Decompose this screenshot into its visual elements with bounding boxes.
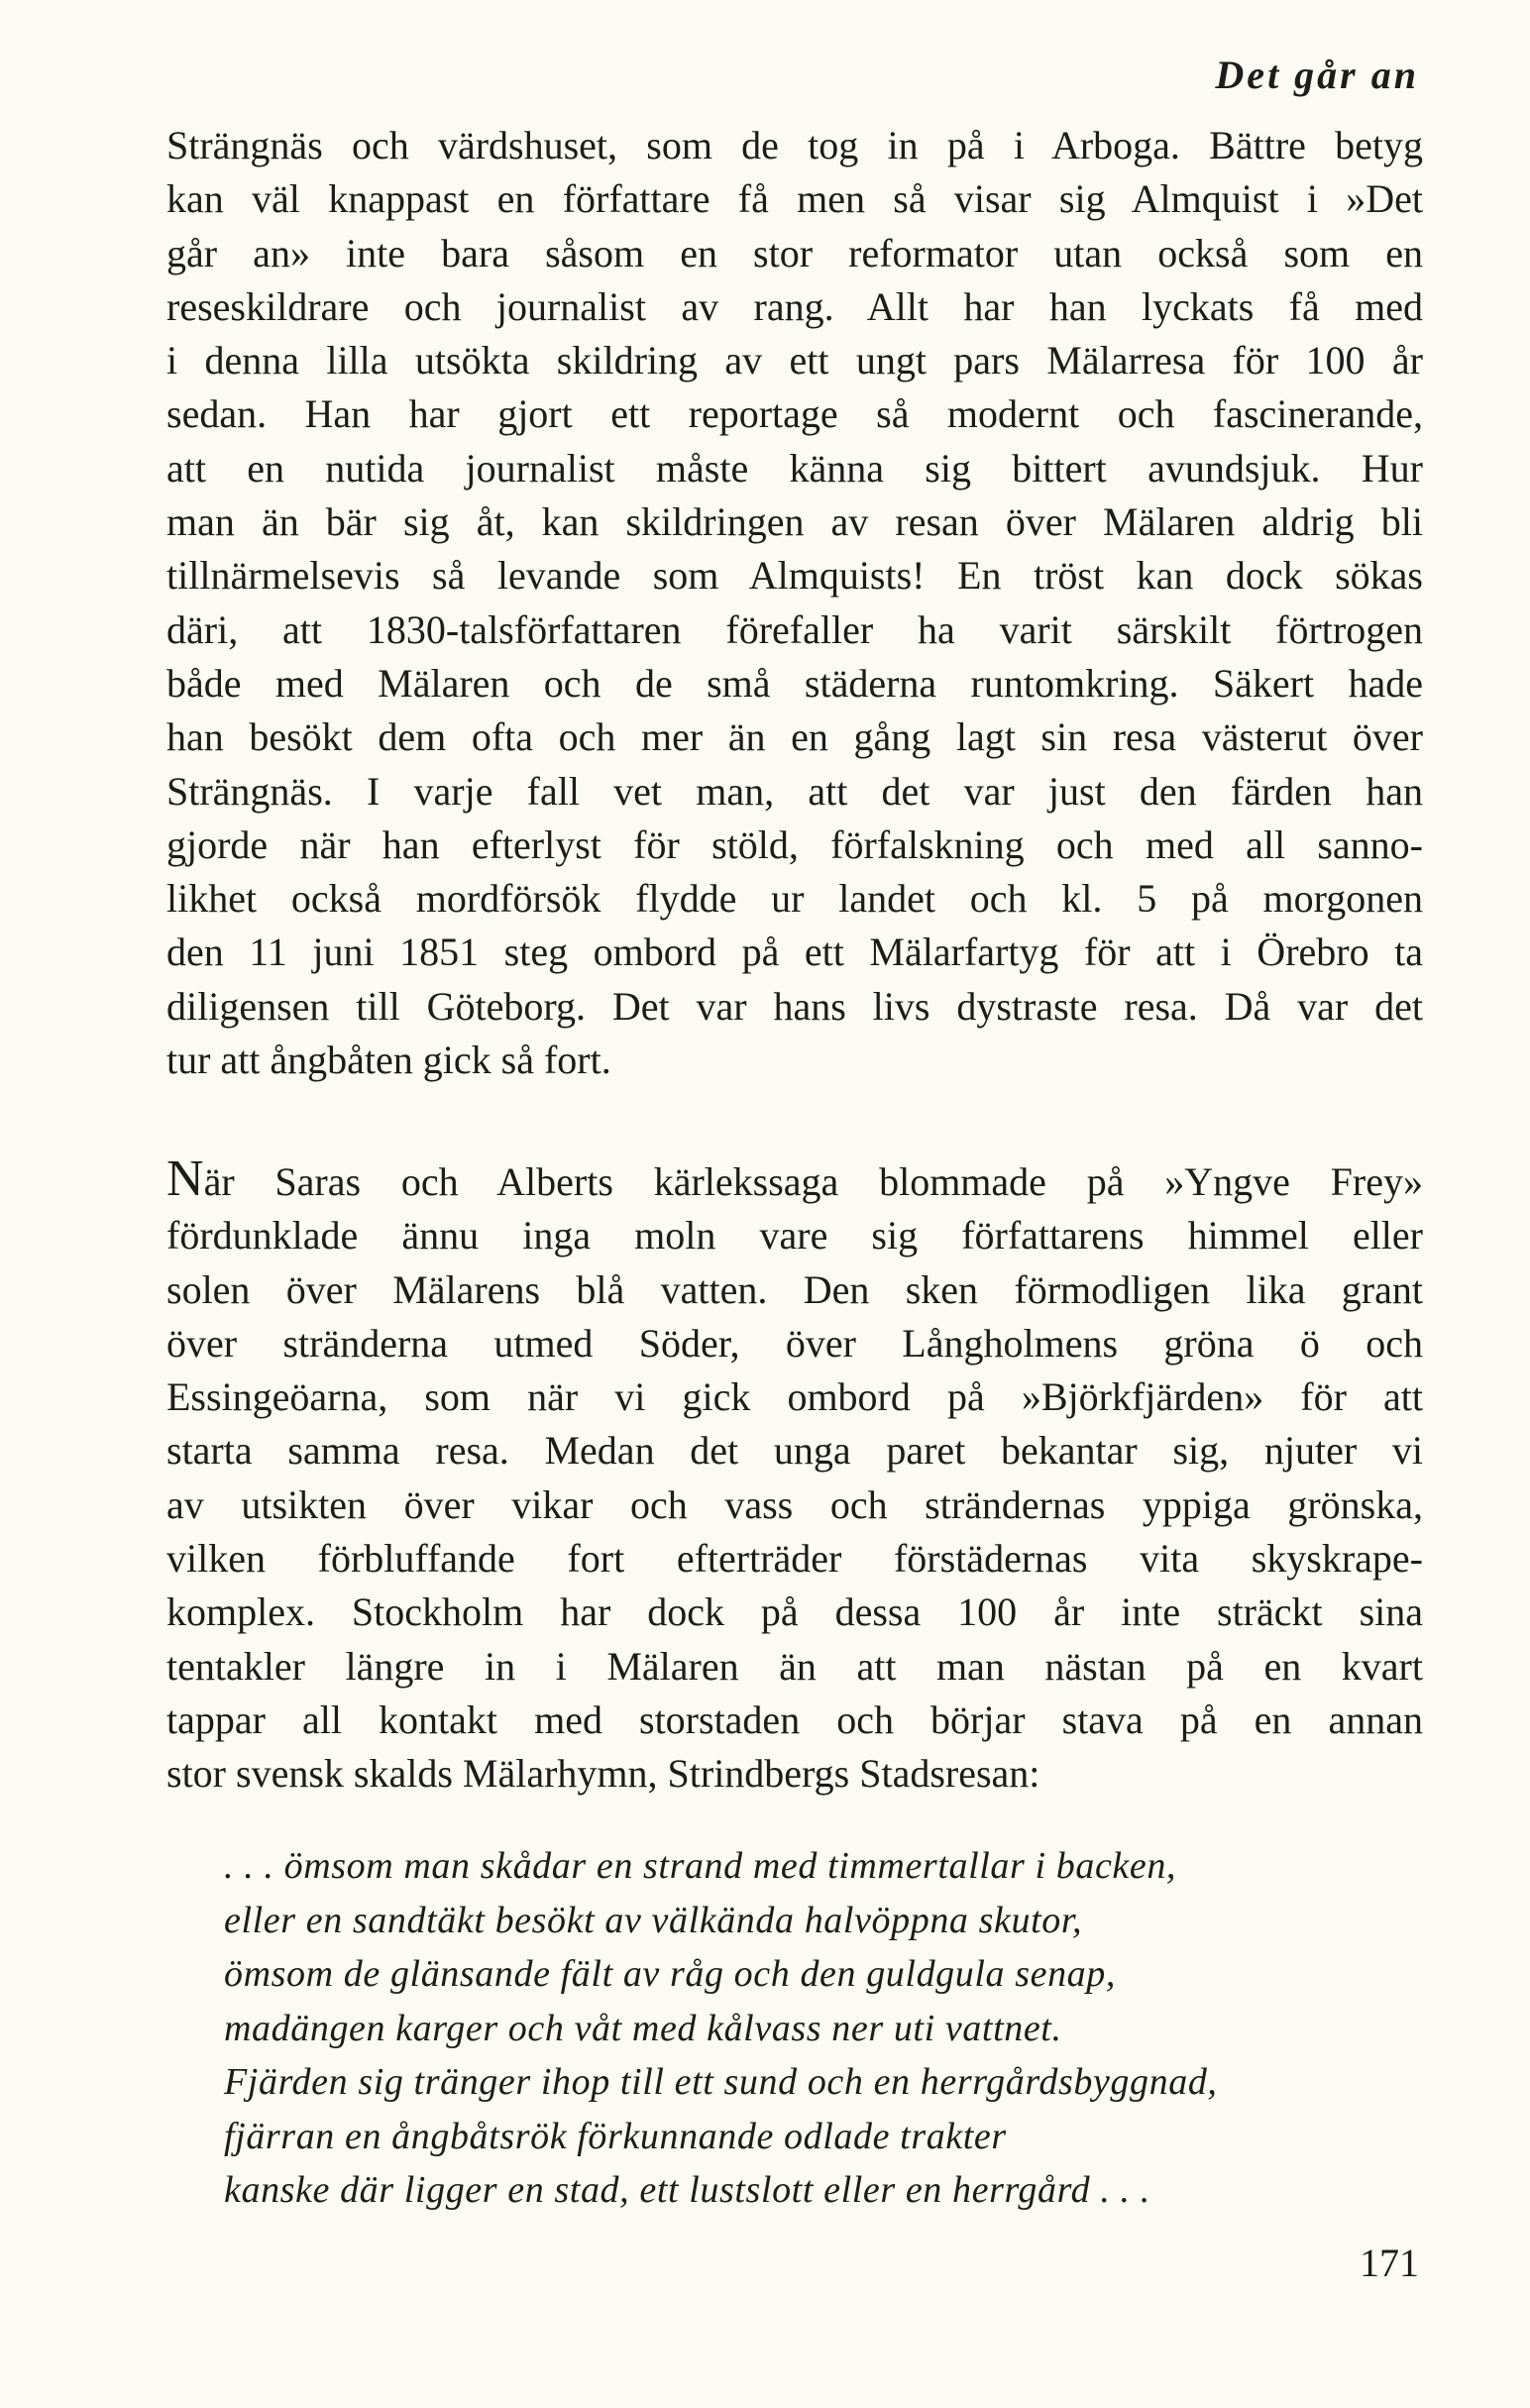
text-line: Essingeöarna, som när vi gick ombord på »Björkfjärden» för att: [166, 1374, 1423, 1420]
text-line: stor svensk skalds Mälarhymn, Strindbergs Stadsresan:: [166, 1751, 1040, 1797]
text-line: däri, att 1830-talsförfattaren förefaller ha varit särskilt förtrogen: [166, 606, 1423, 652]
text-line: tentakler längre in i Mälaren än att man nästan på en kvart: [166, 1643, 1423, 1689]
text-line: går an» inte bara såsom en stor reformator utan också som en: [166, 230, 1423, 275]
paragraph-2: [166, 1150, 1423, 1802]
text-line: av utsikten över vikar och vass och strändernas yppiga grönska,: [166, 1481, 1423, 1527]
poem-quote: [224, 1839, 1413, 2218]
text-line: sedan. Han har gjort ett reportage så modernt och fascinerande,: [166, 391, 1423, 437]
text-line: kan väl knappast en författare få men så visar sig Almquist i »Det: [166, 176, 1423, 222]
text-line: han besökt dem ofta och mer än en gång lagt sin resa västerut över: [166, 714, 1423, 760]
text-line: över stränderna utmed Söder, över Långholmens gröna ö och: [166, 1320, 1423, 1366]
text-line: komplex. Stockholm har dock på dessa 100 år inte sträckt sina: [166, 1589, 1423, 1635]
text-line: vilken förbluffande fort efterträder förstädernas vita skyskrape-: [166, 1536, 1423, 1582]
text-line: fördunklade ännu inga moln vare sig författarens himmel eller: [166, 1213, 1423, 1259]
text-line: både med Mälaren och de små städerna runtomkring. Säkert hade: [166, 660, 1423, 706]
verse-line: eller en sandtäkt besökt av välkända halvöppna skutor,: [224, 1899, 1083, 1941]
paragraph-1: [166, 119, 1423, 1087]
text-line: starta samma resa. Medan det unga paret bekantar sig, njuter vi: [166, 1428, 1423, 1474]
text-line: gjorde när han efterlyst för stöld, förfalskning och med all sanno-: [166, 821, 1423, 867]
text-line: man än bär sig åt, kan skildringen av resan över Mälaren aldrig bli: [166, 499, 1423, 545]
text-line: den 11 juni 1851 steg ombord på ett Mälarfartyg för att i Örebro ta: [166, 930, 1423, 975]
text-line: Strängnäs. I varje fall vet man, att det var just den färden han: [166, 768, 1423, 814]
verse-line: fjärran en ångbåtsrök förkunnande odlade trakter: [224, 2115, 1007, 2157]
text-line: likhet också mordförsök flydde ur landet och kl. 5 på morgonen: [166, 876, 1423, 922]
verse-line: madängen karger och våt med kålvass ner uti vattnet.: [224, 2007, 1062, 2049]
initial-letter: N: [166, 1150, 204, 1207]
text-line: att en nutida journalist måste känna sig bittert avundsjuk. Hur: [166, 445, 1423, 491]
verse-line: ömsom de glänsande fält av råg och den guldgula senap,: [224, 1953, 1116, 1995]
text-line: solen över Mälarens blå vatten. Den sken förmodligen lika grant: [166, 1266, 1423, 1312]
first-line-text: är Saras och Alberts kärlekssaga blommade på »Yngve Frey»: [203, 1159, 1423, 1204]
page-number: 171: [1360, 2241, 1419, 2285]
text-line: tappar all kontakt med storstaden och börjar stava på en annan: [166, 1697, 1423, 1742]
text-line: tillnärmelsevis så levande som Almquists! En tröst kan dock sökas: [166, 553, 1423, 599]
text-line: Strängnäs och värdshuset, som de tog in på i Arboga. Bättre betyg: [166, 123, 1423, 167]
text-line: i denna lilla utsökta skildring av ett ungt pars Mälarresa för 100 år: [166, 338, 1423, 383]
text-line: tur att ångbåten gick så fort.: [166, 1038, 611, 1083]
running-head: Det går an: [1215, 53, 1419, 97]
text-line: [166, 1150, 1423, 1209]
text-line: diligensen till Göteborg. Det var hans livs dystraste resa. Då var det: [166, 983, 1423, 1029]
text-line: reseskildrare och journalist av rang. Allt har han lyckats få med: [166, 283, 1423, 329]
verse-line: Fjärden sig tränger ihop till ett sund och en herrgårdsbyggnad,: [224, 2061, 1218, 2103]
verse-line: kanske där ligger en stad, ett lustslott eller en herrgård . . .: [224, 2169, 1150, 2211]
verse-line: . . . ömsom man skådar en strand med timmertallar i backen,: [224, 1845, 1177, 1887]
